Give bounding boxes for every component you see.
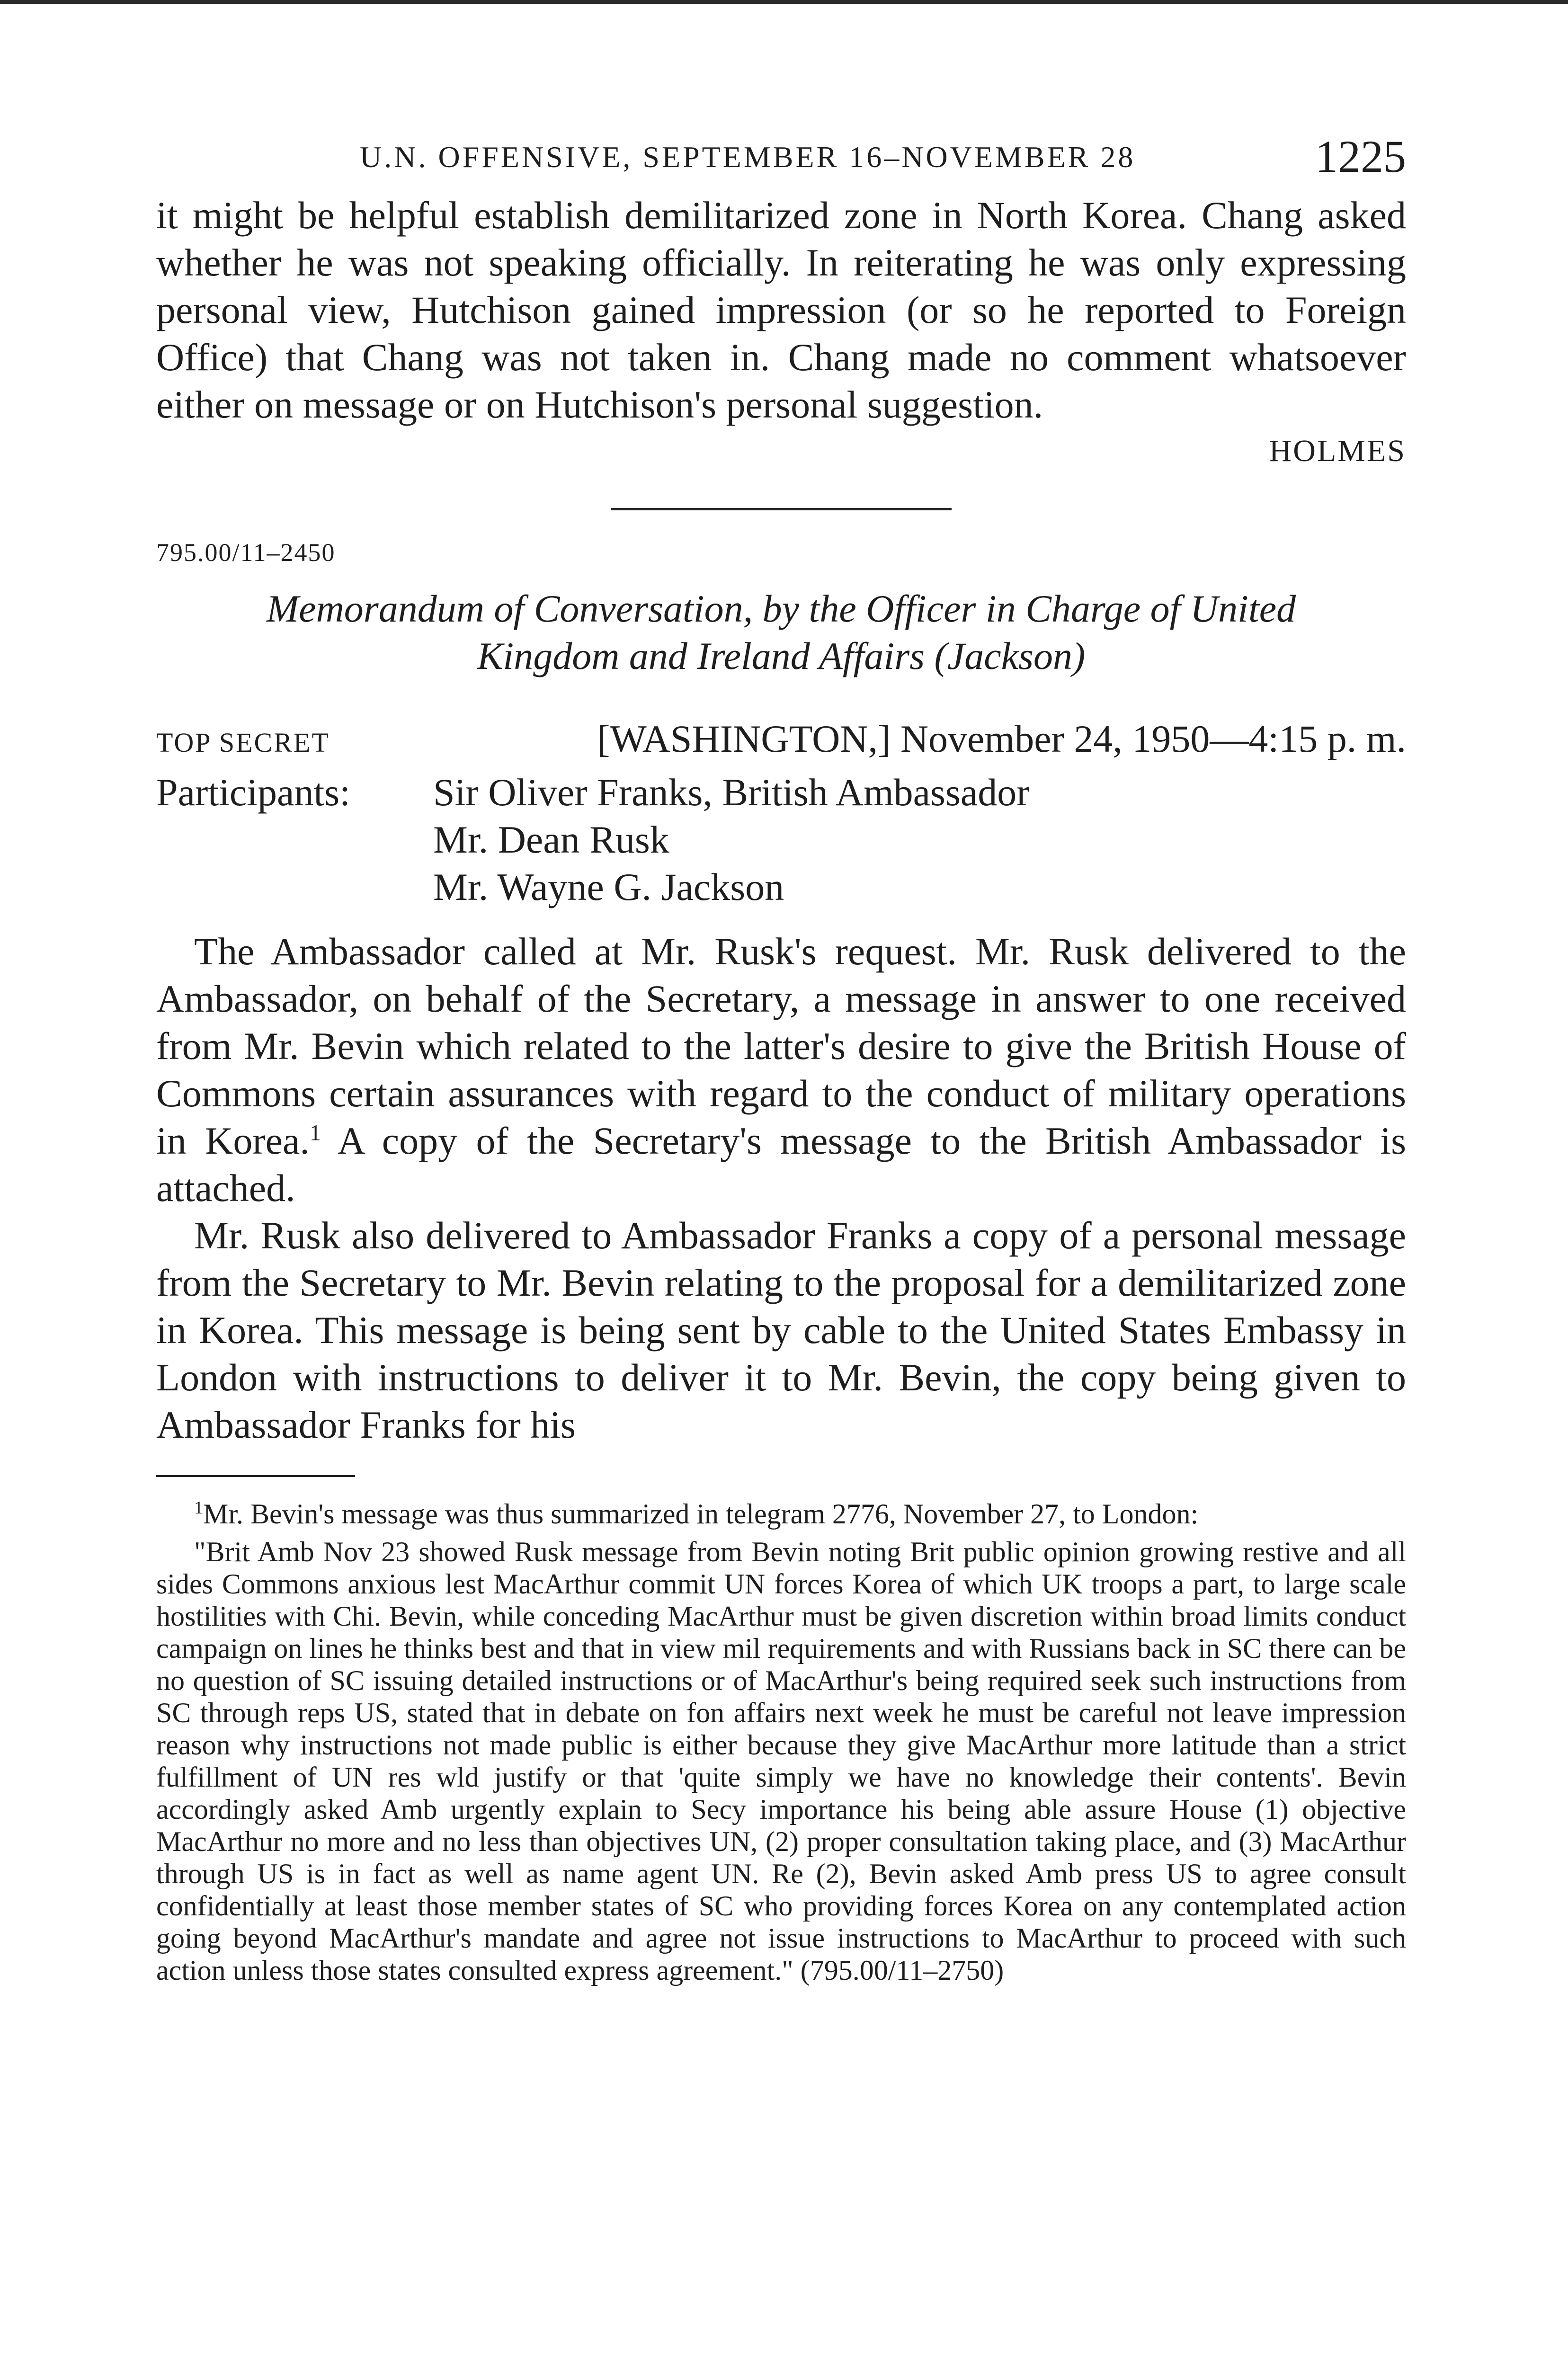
- footnote-divider: [156, 1475, 355, 1477]
- body-paragraph-2: Mr. Rusk also delivered to Ambassador Franks a copy of a personal message from the Secretary to Mr. Bevin relating to the proposal for a demilitarized zone in Korea. This message is being sent by cable to the United States Embassy in London with instructions to deliver it to Mr. Bevin, the copy being given to Ambassador Franks for his: [156, 1214, 1406, 1446]
- document-page: [156, 121, 1406, 1986]
- footnote-quote: "Brit Amb Nov 23 showed Rusk message from Bevin noting Brit public opinion growing restive and all sides Commons anxious lest MacArthur commit UN forces Korea of which UK troops a part, to large scale hostilities with Chi. Bevin, while conceding MacArthur must be given discretion within broad limits conduct campaign on lines he thinks best and that in view mil requirements and with Russians back in SC there can be no question of SC issuing detailed instructions or of MacArthur's being required seek such instructions from SC through reps US, stated that in debate on fon affairs next week he must be careful not leave impression reason why instructions not made public is either because they give MacArthur more latitude than a strict fulfillment of UN res wld justify or that 'quite simply we have no knowledge their contents'. Bevin accordingly asked Amb urgently explain to Secy importance his being able assure House (1) objective MacArthur no more and no less than objectives UN, (2) proper consultation taking place, and (3) MacArthur through US is in fact as well as name agent UN. Re (2), Bevin asked Amb press US to agree consult confidentially at least those member states of SC who providing forces Korea on any contemplated action going beyond MacArthur's mandate and agree not issue instructions to MacArthur to proceed with such action unless those states consulted express agreement." (795.00/11–2750): [156, 1536, 1406, 1986]
- title-line-2: Kingdom and Ireland Affairs (Jackson): [477, 634, 1086, 677]
- page-header: [156, 121, 1406, 192]
- participants-block: [156, 769, 1406, 911]
- participants-label: Participants:: [156, 771, 350, 814]
- page-number: 1225: [1315, 131, 1406, 182]
- footnote-marker: 1: [194, 1498, 203, 1518]
- signature: HOLMES: [1269, 434, 1406, 468]
- dateline: [WASHINGTON,] November 24, 1950—4:15 p. m.: [597, 717, 1406, 760]
- section-divider: [611, 508, 952, 510]
- meta-row: [156, 717, 1406, 761]
- footnote-intro-line: [156, 1498, 1406, 1530]
- participant-1: Sir Oliver Franks, British Ambassador: [433, 771, 1030, 814]
- para1-text-b: A copy of the Secretary's message to the British Ambassador is attached.: [156, 1119, 1406, 1210]
- title-line-1: Memorandum of Conversation, by the Officer in Charge of United: [266, 587, 1296, 630]
- body-paragraph-1: [156, 928, 1406, 1212]
- participant-2: Mr. Dean Rusk: [433, 818, 669, 861]
- participant-3: Mr. Wayne G. Jackson: [433, 865, 784, 908]
- file-number: 795.00/11–2450: [156, 538, 336, 567]
- page-top-rule: [0, 0, 1568, 4]
- running-head: U.N. OFFENSIVE, SEPTEMBER 16–NOVEMBER 28: [360, 140, 1136, 174]
- para1-text-a: The Ambassador called at Mr. Rusk's request. Mr. Rusk delivered to the Ambassador, on behalf of the Secretary, a message in answer to one received from Mr. Bevin which related to the latter's desire to give the British House of Commons certain assurances with regard to the conduct of military operations in Korea.: [156, 930, 1406, 1162]
- continuation-paragraph: it might be helpful establish demilitarized zone in North Korea. Chang asked whether he was not speaking officially. In reiterating he was only expressing personal view, Hutchison gained impression (or so he reported to Foreign Office) that Chang was not taken in. Chang made no comment whatsoever either on message or on Hutchison's personal suggestion.: [156, 194, 1406, 426]
- footnote-intro: Mr. Bevin's message was thus summarized in telegram 2776, November 27, to London:: [203, 1498, 1199, 1530]
- footnote: [156, 1498, 1406, 1986]
- document-title: [156, 585, 1406, 680]
- classification: TOP SECRET: [156, 727, 330, 758]
- footnote-reference: 1: [309, 1120, 321, 1146]
